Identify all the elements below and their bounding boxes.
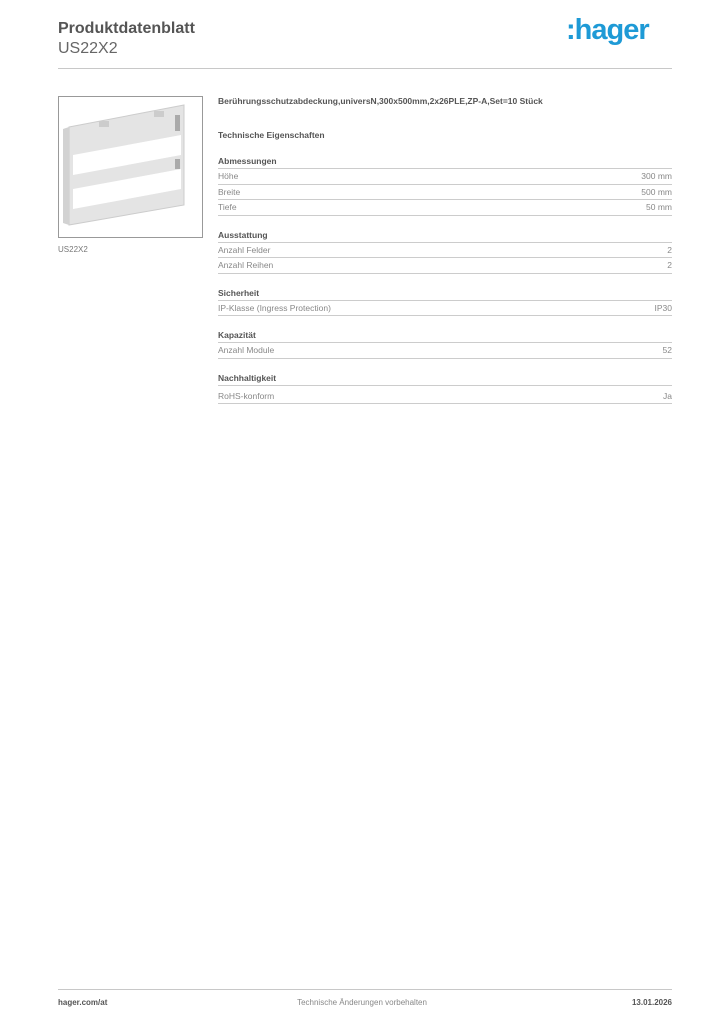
spec-label: Anzahl Felder (218, 244, 271, 255)
section-kapazität (218, 329, 672, 359)
section-abmessungen (218, 155, 672, 216)
spec-row (218, 243, 672, 259)
product-details (218, 96, 672, 404)
spec-row (218, 185, 672, 201)
spec-value: 500 mm (641, 186, 672, 197)
section-heading: Kapazität (218, 329, 672, 343)
spec-value: 50 mm (646, 202, 672, 212)
section-sicherheit (218, 287, 672, 317)
spec-label: IP-Klasse (Ingress Protection) (218, 302, 331, 313)
hager-logo: :hager (566, 14, 649, 46)
image-caption: US22X2 (58, 245, 88, 254)
footer-website: hager.com/at (58, 998, 108, 1007)
spec-value: IP30 (654, 302, 672, 313)
product-image (58, 96, 203, 238)
product-code: US22X2 (58, 40, 118, 57)
spec-value: 2 (667, 244, 672, 255)
spec-row (218, 258, 672, 274)
section-nachhaltigkeit (218, 372, 672, 405)
spec-row (218, 343, 672, 359)
section-ausstattung (218, 229, 672, 274)
spec-value: 300 mm (641, 171, 672, 181)
footer-notice: Technische Änderungen vorbehalten (297, 998, 427, 1007)
spec-label: RoHS-konform (218, 390, 275, 401)
spec-value: 52 (662, 345, 672, 355)
spec-value: Ja (663, 390, 672, 401)
tech-heading: Technische Eigenschaften (218, 130, 325, 140)
section-heading: Abmessungen (218, 155, 672, 169)
spec-row (218, 169, 672, 185)
spec-row (218, 301, 672, 317)
page-title: Produktdatenblatt (58, 20, 195, 37)
section-heading: Sicherheit (218, 287, 672, 301)
product-name: Berührungsschutzabdeckung,universN,300x500mm,2x26PLE,ZP-A,Set=10 Stück (218, 96, 543, 106)
spec-row (218, 200, 672, 216)
section-heading: Ausstattung (218, 229, 672, 243)
section-heading: Nachhaltigkeit (218, 372, 672, 386)
spec-label: Breite (218, 186, 241, 197)
footer-divider (58, 989, 672, 990)
spec-label: Höhe (218, 171, 239, 181)
spec-label: Anzahl Reihen (218, 260, 274, 270)
spec-label: Tiefe (218, 202, 237, 212)
spec-label: Anzahl Module (218, 345, 275, 355)
spec-value: 2 (667, 260, 672, 270)
spec-row (218, 389, 672, 405)
footer-date: 13.01.2026 (631, 998, 672, 1007)
header-divider (58, 68, 672, 69)
